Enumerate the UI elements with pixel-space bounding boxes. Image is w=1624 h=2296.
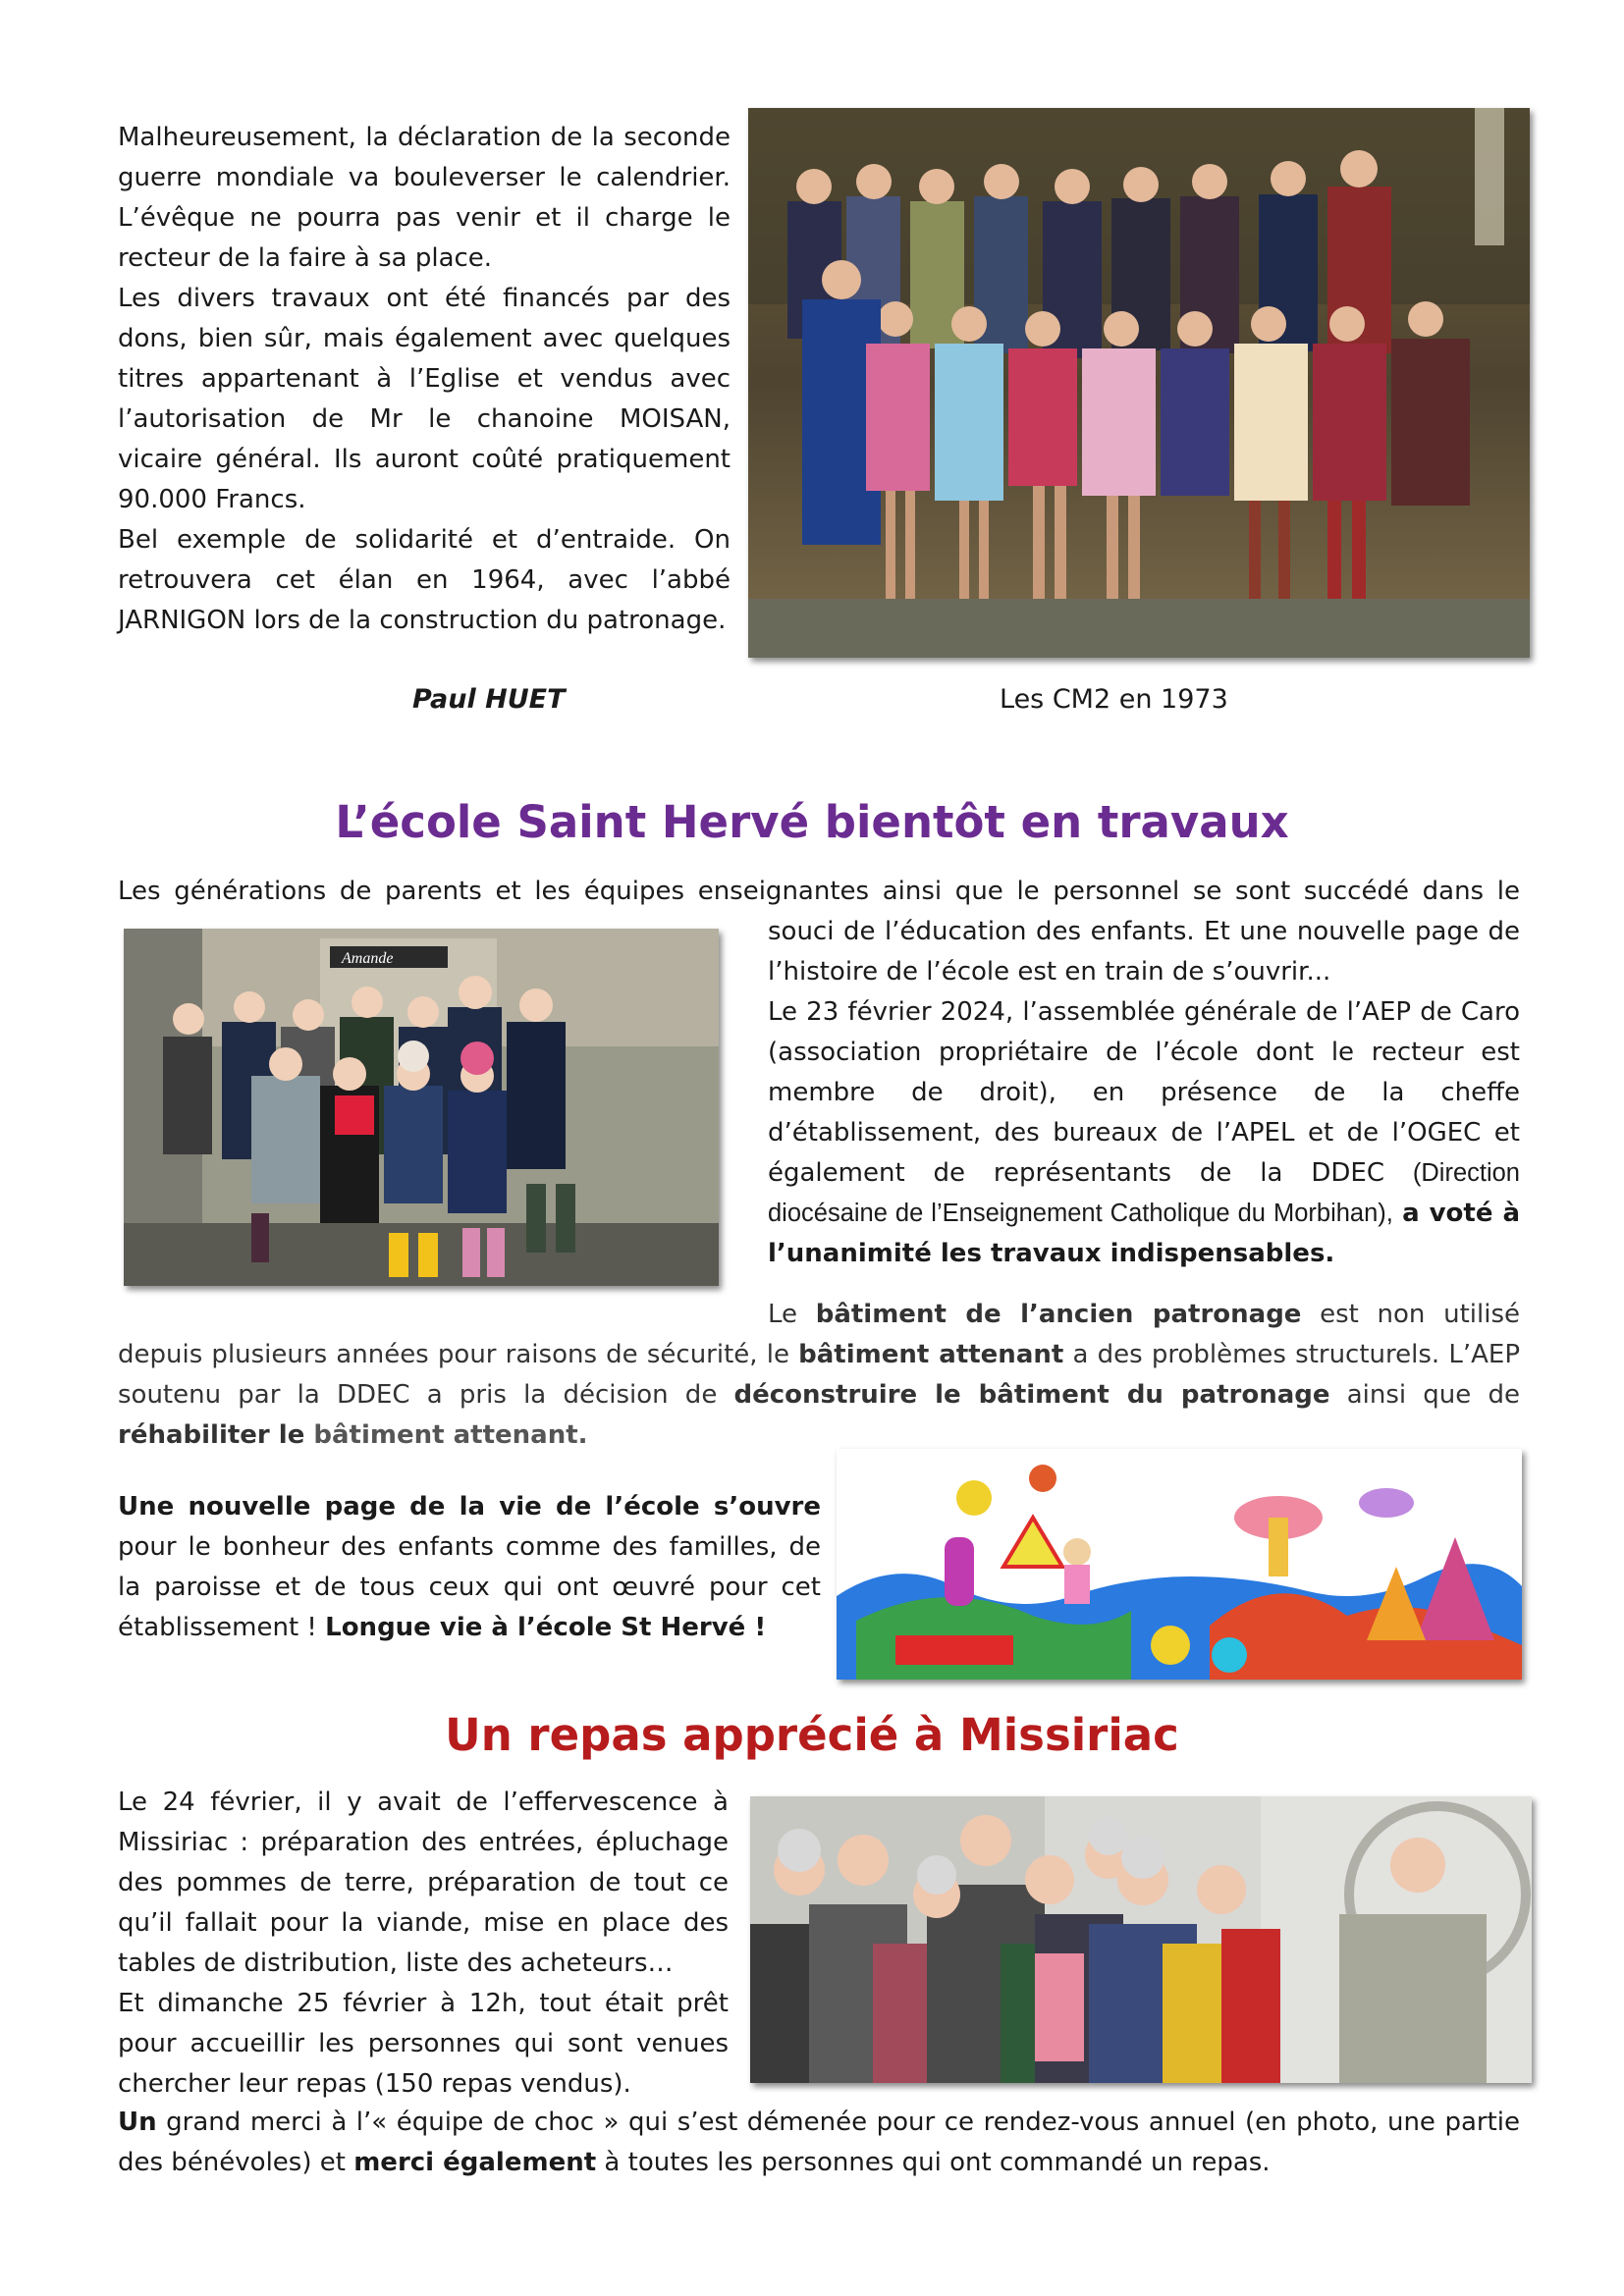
photo-caption-cm2: Les CM2 en 1973 — [1000, 684, 1228, 715]
p3-text-3: a des problèmes structurels. L’AEP soutenu par la DDEC a pris la décision de — [118, 1340, 1520, 1410]
p3-bold-un: Un — [118, 2108, 157, 2137]
article3-p3-text-2: à toutes les personnes qui ont commandé un repas. — [596, 2148, 1271, 2177]
article1-paragraph-1: Malheureusement, la déclaration de la seconde guerre mondiale va bouleverser le calendrier. L’évêque ne pourra pas venir et il charge le recteur de la faire à sa place. — [118, 123, 731, 273]
article1-author: Paul HUET — [412, 684, 566, 715]
p3-bold-4: réhabiliter le — [118, 1420, 305, 1450]
article1-paragraph-3: Bel exemple de solidarité et d’entraide. On retrouvera cet élan en 1964, avec l’abbé JARNIGON lors de la construction du patronage. — [118, 525, 731, 635]
photo-volunteers — [750, 1796, 1532, 2083]
article3-paragraph-1: Le 24 février, il y avait de l’effervescence à Missiriac : préparation des entrées, épluchage des pommes de terre, préparation de tout ce qu’il fallait pour la viande, mise en place des tables de distribution, liste des acheteurs… — [118, 1788, 729, 1978]
children-drawing-image — [837, 1449, 1522, 1680]
article2-intro-rest: souci de l’éducation des enfants. Et une nouvelle page de l’histoire de l’école est en train de s’ouvrir... — [768, 917, 1520, 987]
article2-right-column — [768, 912, 1520, 1274]
article2-paragraph-4 — [118, 1487, 821, 1648]
article3-paragraph-3 — [118, 2103, 1520, 2183]
article3-left-column — [118, 1783, 729, 2105]
p3-text-4: ainsi que de — [1329, 1380, 1520, 1410]
article3-title: Un repas apprécié à Missiriac — [445, 1709, 1179, 1761]
p3-text-2: est non utilisé depuis plusieurs années pour raisons de sécurité, le — [118, 1300, 1520, 1369]
photo-cm2-1973 — [748, 108, 1530, 658]
article2-paragraph-3 — [118, 1295, 1520, 1456]
p3-bold-merci: merci également — [353, 2148, 597, 2177]
article1-paragraph-2: Les divers travaux ont été financés par des dons, bien sûr, mais également avec quelques titres appartenant à l’Eglise et vendus avec l’autorisation de Mr le chanoine MOISAN, vicaire général. Ils auront coûté pratiquement 90.000 Francs. — [118, 284, 731, 514]
sign-text: Amande — [342, 950, 394, 967]
article2-ag-text: Le 23 février 2024, l’assemblée générale de l’AEP de Caro (association propriétaire de l’école dont le recteur est membre de droit), en présence de la cheffe d’établissement, des bureaux de l’APEL et de l’OGEC et également de représentants de la DDEC — [768, 997, 1520, 1188]
p3-bold-1: bâtiment de l’ancien patronage — [815, 1300, 1302, 1329]
p4-text-1: pour le bonheur des enfants comme des familles, de la paroisse et de tous ceux qui ont œuvré pour cet établissement ! — [118, 1532, 821, 1642]
article2-ag-paragraph — [768, 992, 1520, 1274]
article2-vote-bold: a voté à l’unanimité les travaux indispensables. — [768, 1199, 1520, 1268]
p4-bold-2: Longue vie à l’école St Hervé ! — [325, 1613, 767, 1642]
p4-bold-1: Une nouvelle page de la vie de l’école s’ouvre — [118, 1492, 821, 1522]
p3-bold-3: déconstruire le bâtiment du patronage — [733, 1380, 1330, 1410]
article2-intro-line: Les générations de parents et les équipes enseignantes ainsi que le personnel se sont succédé dans le — [118, 877, 1520, 906]
article2-title: L’école Saint Hervé bientôt en travaux — [335, 796, 1289, 848]
article2-ddec-paren: (Direction diocésaine de l’Enseignement Catholique du Morbihan), — [768, 1159, 1520, 1227]
p3-bold-2: bâtiment attenant — [798, 1340, 1064, 1369]
p3-text-5: bâtiment attenant. — [304, 1420, 588, 1450]
article1-text — [118, 118, 731, 641]
article3-p3-text-1: grand merci à l’« équipe de choc » qui s’est démenée pour ce rendez-vous annuel (en photo, une partie des bénévoles) et — [118, 2108, 1520, 2177]
article3-paragraph-2: Et dimanche 25 février à 12h, tout était prêt pour accueillir les personnes qui sont venues chercher leur repas (150 repas vendus). — [118, 1989, 729, 2099]
p3-text-1: Le — [768, 1300, 816, 1329]
photo-children-school — [124, 929, 719, 1286]
